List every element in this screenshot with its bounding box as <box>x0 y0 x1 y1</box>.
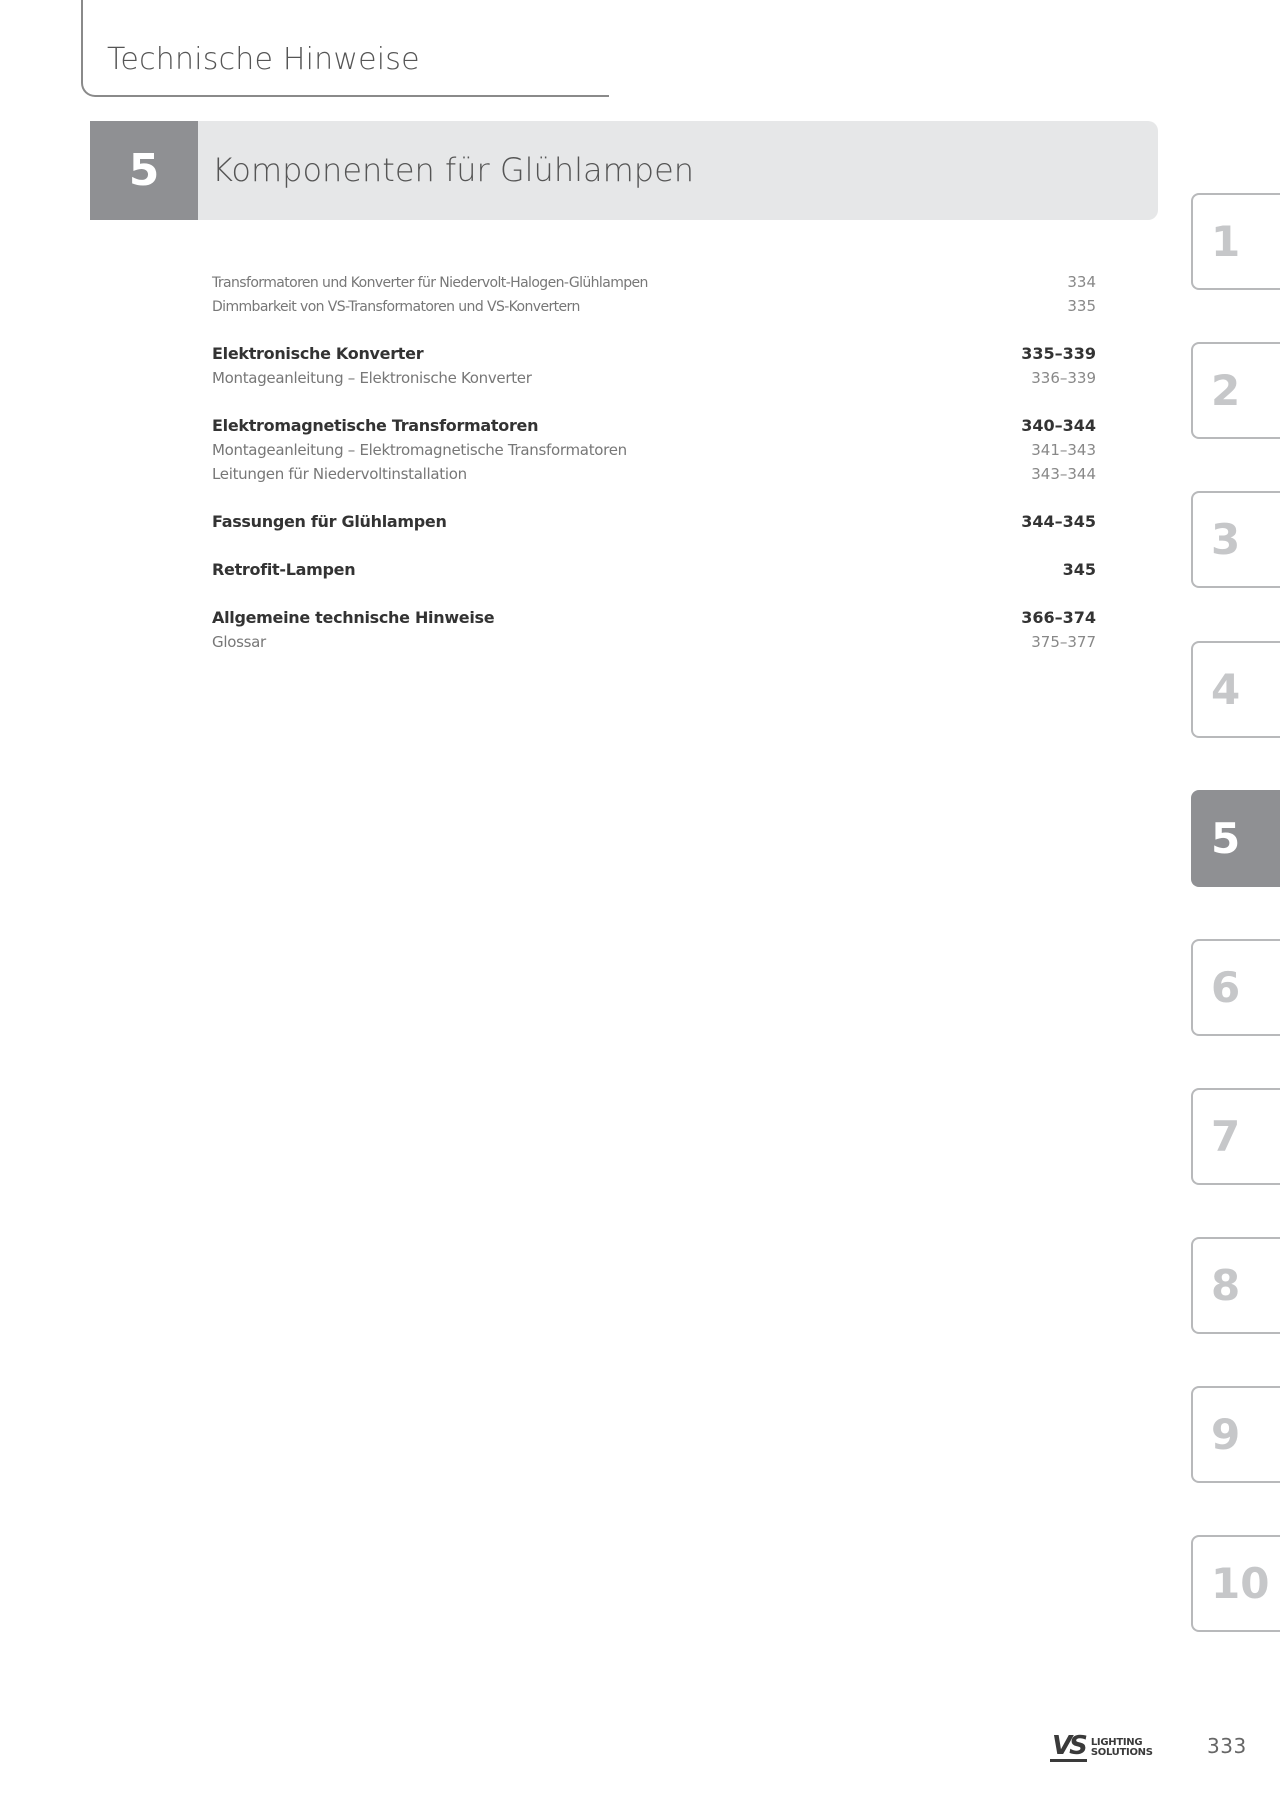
toc-entry-label: Montageanleitung – Elektronische Konverter <box>212 369 532 387</box>
toc-entry-label: Montageanleitung – Elektromagnetische Transformatoren <box>212 441 627 459</box>
toc-entry-page: 341–343 <box>1031 441 1096 459</box>
chapter-tab-2[interactable]: 2 <box>1191 342 1280 439</box>
chapter-tab-4[interactable]: 4 <box>1191 641 1280 738</box>
toc-section-electromagnetic-transformers <box>212 414 1096 486</box>
chapter-tab-10[interactable]: 10 <box>1191 1535 1280 1632</box>
toc-section-heading[interactable] <box>212 414 1096 438</box>
toc-entry-page: 335 <box>1067 297 1096 315</box>
vs-logo <box>1050 1733 1153 1762</box>
toc-section-heading[interactable] <box>212 510 1096 534</box>
toc-entry[interactable] <box>212 438 1096 462</box>
vs-logo-mark: VS <box>1052 1731 1085 1761</box>
toc-section-heading[interactable] <box>212 606 1096 630</box>
toc-entry-label: Dimmbarkeit von VS-Transformatoren und VS-Konvertern <box>212 299 580 315</box>
toc-section-title: Retrofit-Lampen <box>212 560 356 579</box>
toc-intro-group <box>212 270 1096 318</box>
page-number: 333 <box>1207 1734 1247 1758</box>
toc-section-pages: 340–344 <box>1021 416 1096 435</box>
toc-section-retrofit-lamps <box>212 558 1096 582</box>
chapter-title: Komponenten für Glühlampen <box>212 151 695 189</box>
toc-section-electronic-converters <box>212 342 1096 390</box>
toc-section-title: Fassungen für Glühlampen <box>212 512 447 531</box>
chapter-tab-3[interactable]: 3 <box>1191 491 1280 588</box>
table-of-contents <box>212 270 1096 678</box>
toc-entry-page: 375–377 <box>1031 633 1096 651</box>
vs-logo-text <box>1091 1738 1153 1758</box>
toc-section-heading[interactable] <box>212 558 1096 582</box>
toc-section-title: Elektronische Konverter <box>212 344 424 363</box>
toc-entry[interactable] <box>212 270 1096 294</box>
toc-entry-page: 334 <box>1067 273 1096 291</box>
toc-section-pages: 366–374 <box>1021 608 1096 627</box>
toc-entry[interactable] <box>212 462 1096 486</box>
toc-section-pages: 344–345 <box>1021 512 1096 531</box>
toc-entry-label: Leitungen für Niedervoltinstallation <box>212 465 467 483</box>
toc-section-general-notes <box>212 606 1096 654</box>
chapter-tab-9[interactable]: 9 <box>1191 1386 1280 1483</box>
vs-logo-line2: SOLUTIONS <box>1090 1746 1153 1758</box>
toc-entry-page: 336–339 <box>1031 369 1096 387</box>
toc-entry-label: Glossar <box>212 633 266 651</box>
toc-entry[interactable] <box>212 630 1096 654</box>
chapter-tab-7[interactable]: 7 <box>1191 1088 1280 1185</box>
chapter-tab-8[interactable]: 8 <box>1191 1237 1280 1334</box>
toc-section-title: Elektromagnetische Transformatoren <box>212 416 539 435</box>
toc-entry[interactable] <box>212 294 1096 318</box>
toc-entry-page: 343–344 <box>1031 465 1096 483</box>
page-header-title: Technische Hinweise <box>107 42 420 77</box>
toc-section-pages: 335–339 <box>1021 344 1096 363</box>
chapter-number: 5 <box>90 121 198 220</box>
chapter-tab-6[interactable]: 6 <box>1191 939 1280 1036</box>
toc-section-lamp-holders <box>212 510 1096 534</box>
toc-section-heading[interactable] <box>212 342 1096 366</box>
vs-logo-line1: LIGHTING <box>1090 1736 1143 1748</box>
toc-section-pages: 345 <box>1062 560 1096 579</box>
toc-entry-label: Transformatoren und Konverter für Niedervolt-Halogen-Glühlampen <box>212 275 648 291</box>
toc-section-title: Allgemeine technische Hinweise <box>212 608 495 627</box>
toc-entry[interactable] <box>212 366 1096 390</box>
chapter-tab-5[interactable]: 5 <box>1191 790 1280 887</box>
chapter-tab-1[interactable]: 1 <box>1191 193 1280 290</box>
